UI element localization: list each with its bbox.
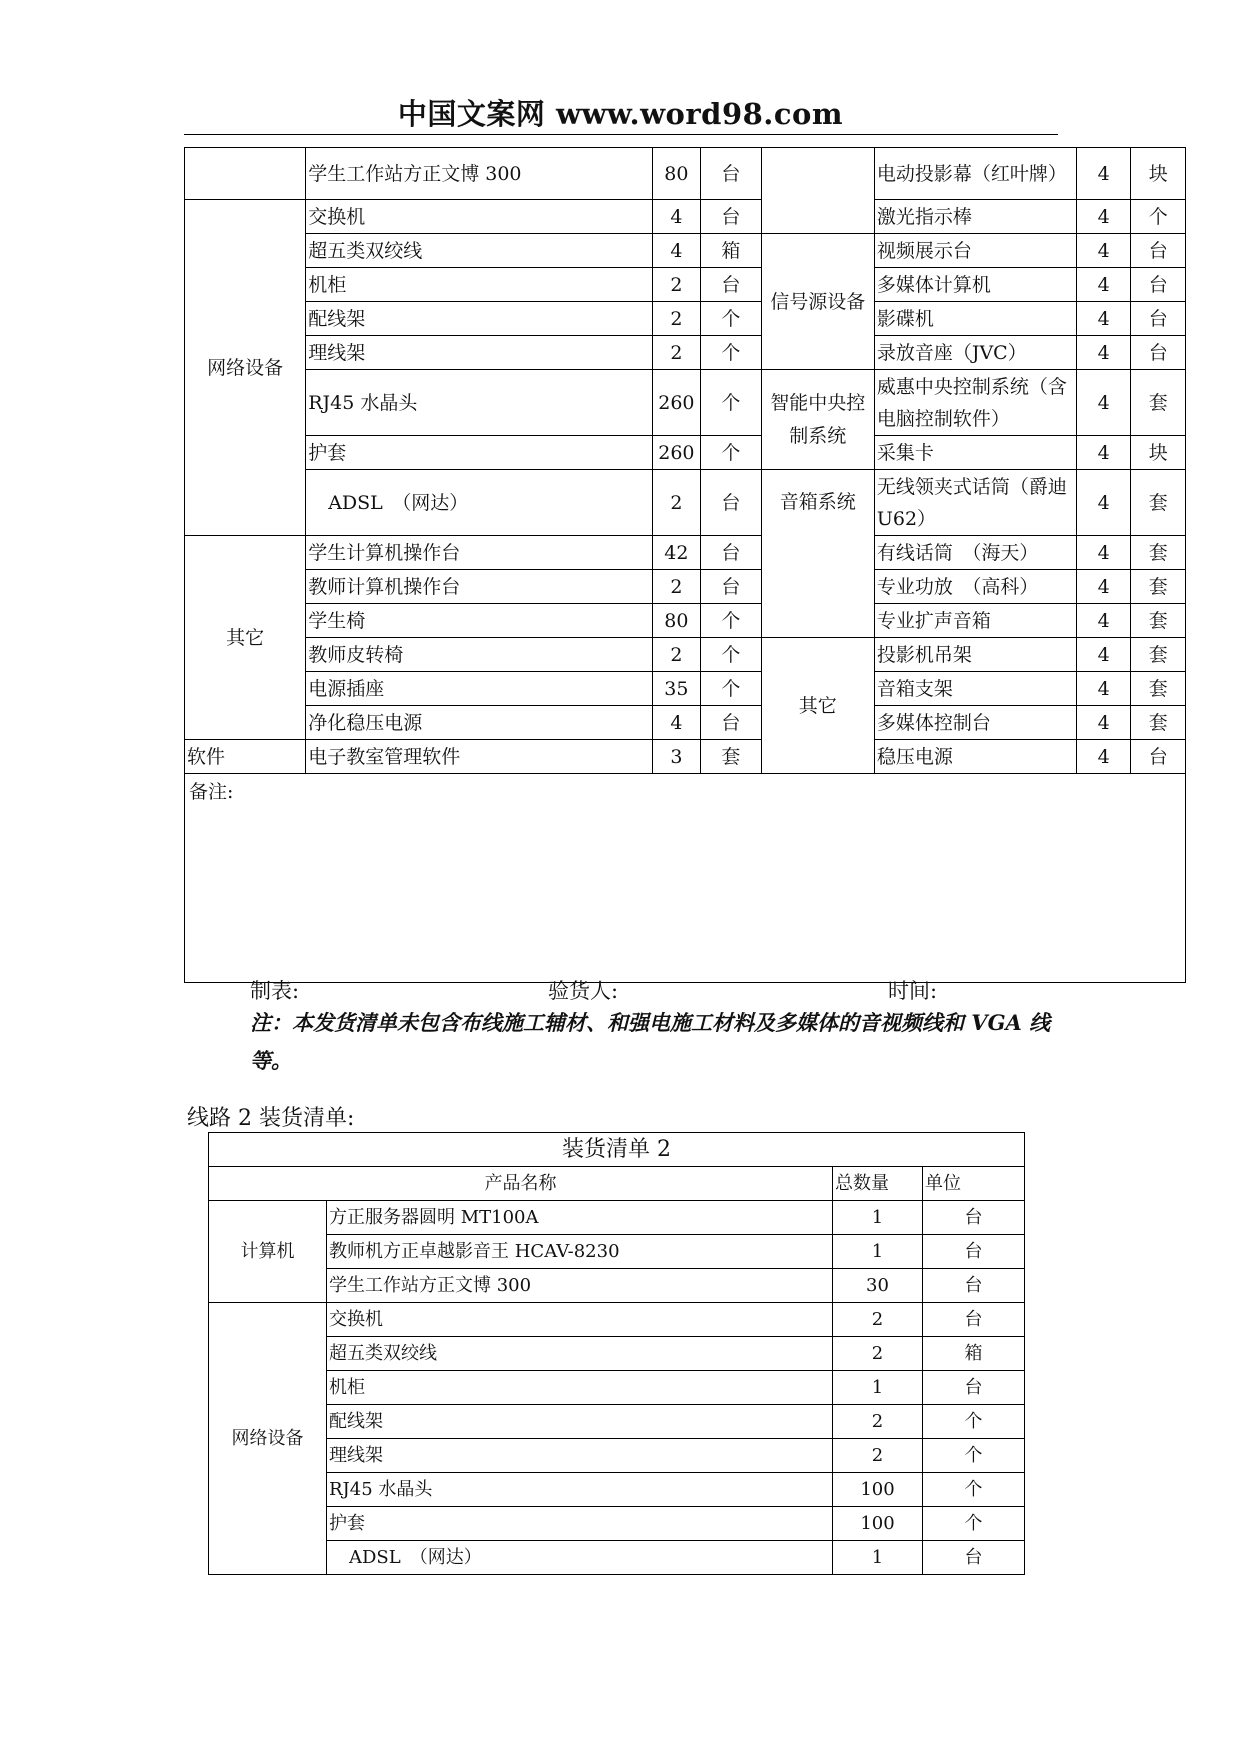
item-unit: 台 xyxy=(701,148,762,200)
item-name: 教师皮转椅 xyxy=(306,638,652,672)
item-unit: 台 xyxy=(1131,336,1186,370)
category-cell xyxy=(185,148,306,200)
item-unit: 台 xyxy=(1131,268,1186,302)
item-qty: 4 xyxy=(652,200,700,234)
item-qty: 1 xyxy=(833,1371,923,1405)
item-unit: 台 xyxy=(923,1269,1025,1303)
item-qty: 4 xyxy=(1076,638,1131,672)
item-unit: 台 xyxy=(923,1303,1025,1337)
item-name: 学生计算机操作台 xyxy=(306,536,652,570)
item-qty: 4 xyxy=(1076,200,1131,234)
signature-time: 时间: xyxy=(888,979,938,1003)
item-unit: 个 xyxy=(701,336,762,370)
warning-note: 注：本发货清单未包含布线施工辅材、和强电施工材料及多媒体的音视频线和 VGA 线等。 xyxy=(250,1010,1051,1073)
category-control: 智能中央控制系统 xyxy=(761,370,874,470)
item-qty: 2 xyxy=(652,470,700,536)
item-name: 电子教室管理软件 xyxy=(306,740,652,774)
item-name: 理线架 xyxy=(327,1439,833,1473)
item-name: 学生工作站方正文博 300 xyxy=(327,1269,833,1303)
item-unit: 个 xyxy=(923,1473,1025,1507)
item-name: 护套 xyxy=(327,1507,833,1541)
item-unit: 台 xyxy=(701,706,762,740)
item-unit: 块 xyxy=(1131,436,1186,470)
item-unit: 套 xyxy=(1131,536,1186,570)
item-qty: 2 xyxy=(833,1337,923,1371)
category-computer: 计算机 xyxy=(209,1201,327,1303)
item-unit: 套 xyxy=(1131,570,1186,604)
item-name: 教师计算机操作台 xyxy=(306,570,652,604)
item-qty: 4 xyxy=(652,234,700,268)
category-other: 其它 xyxy=(185,536,306,740)
item-name: 视频展示台 xyxy=(874,234,1076,268)
header-rule xyxy=(184,134,1058,135)
item-name: 专业功放 （高科） xyxy=(874,570,1076,604)
item-qty: 4 xyxy=(1076,672,1131,706)
item-qty: 35 xyxy=(652,672,700,706)
item-unit: 台 xyxy=(701,268,762,302)
item-qty: 2 xyxy=(833,1439,923,1473)
item-qty: 2 xyxy=(833,1303,923,1337)
item-unit: 个 xyxy=(923,1405,1025,1439)
category-network: 网络设备 xyxy=(185,200,306,536)
notes-cell: 备注: xyxy=(185,774,1186,983)
item-unit: 台 xyxy=(1131,234,1186,268)
item-unit: 个 xyxy=(1131,200,1186,234)
item-name: 配线架 xyxy=(306,302,652,336)
item-unit: 套 xyxy=(1131,604,1186,638)
item-qty: 4 xyxy=(1076,370,1131,436)
item-qty: 4 xyxy=(1076,740,1131,774)
item-qty: 260 xyxy=(652,370,700,436)
item-qty: 4 xyxy=(1076,470,1131,536)
item-unit: 套 xyxy=(1131,638,1186,672)
item-unit: 个 xyxy=(923,1439,1025,1473)
item-name: 净化稳压电源 xyxy=(306,706,652,740)
item-name: RJ45 水晶头 xyxy=(306,370,652,436)
item-name: 录放音座（JVC） xyxy=(874,336,1076,370)
item-qty: 100 xyxy=(833,1507,923,1541)
item-unit: 个 xyxy=(701,672,762,706)
item-qty: 4 xyxy=(1076,536,1131,570)
item-unit: 台 xyxy=(701,470,762,536)
item-unit: 台 xyxy=(1131,302,1186,336)
header-unit: 单位 xyxy=(923,1167,1025,1201)
item-qty: 4 xyxy=(1076,604,1131,638)
item-unit: 套 xyxy=(1131,706,1186,740)
item-name: 理线架 xyxy=(306,336,652,370)
item-name: 交换机 xyxy=(306,200,652,234)
header-name: 产品名称 xyxy=(209,1167,833,1201)
signature-maker: 制表: xyxy=(250,979,300,1003)
item-unit: 套 xyxy=(1131,370,1186,436)
item-qty: 1 xyxy=(833,1235,923,1269)
item-unit: 套 xyxy=(701,740,762,774)
category-network: 网络设备 xyxy=(209,1303,327,1575)
category-speaker: 音箱系统 xyxy=(761,470,874,638)
category-cell xyxy=(761,148,874,234)
item-qty: 4 xyxy=(1076,570,1131,604)
item-name: 护套 xyxy=(306,436,652,470)
item-qty: 2 xyxy=(652,570,700,604)
item-unit: 台 xyxy=(923,1201,1025,1235)
item-name: 电动投影幕（红叶牌） xyxy=(874,148,1076,200)
header-qty: 总数量 xyxy=(833,1167,923,1201)
item-unit: 箱 xyxy=(701,234,762,268)
item-unit: 个 xyxy=(701,638,762,672)
item-unit: 个 xyxy=(701,370,762,436)
item-name: 交换机 xyxy=(327,1303,833,1337)
shipping-list-table-1 xyxy=(184,147,1186,983)
item-name: 专业扩声音箱 xyxy=(874,604,1076,638)
item-name: 多媒体控制台 xyxy=(874,706,1076,740)
item-qty: 80 xyxy=(652,604,700,638)
item-qty: 1 xyxy=(833,1541,923,1575)
item-unit: 块 xyxy=(1131,148,1186,200)
item-qty: 3 xyxy=(652,740,700,774)
category-other-right: 其它 xyxy=(761,638,874,774)
item-qty: 100 xyxy=(833,1473,923,1507)
item-name: 影碟机 xyxy=(874,302,1076,336)
section-subtitle: 线路 2 装货清单: xyxy=(187,1106,355,1131)
item-qty: 30 xyxy=(833,1269,923,1303)
item-unit: 个 xyxy=(923,1507,1025,1541)
item-name: 多媒体计算机 xyxy=(874,268,1076,302)
item-name: ADSL （网达） xyxy=(327,1541,833,1575)
item-name: 教师机方正卓越影音王 HCAV-8230 xyxy=(327,1235,833,1269)
item-name: 机柜 xyxy=(327,1371,833,1405)
item-qty: 2 xyxy=(652,638,700,672)
item-unit: 箱 xyxy=(923,1337,1025,1371)
item-name: 超五类双绞线 xyxy=(327,1337,833,1371)
item-unit: 个 xyxy=(701,604,762,638)
item-unit: 个 xyxy=(701,302,762,336)
shipping-list-table-2 xyxy=(208,1132,1025,1575)
category-software: 软件 xyxy=(185,740,306,774)
signature-inspector: 验货人: xyxy=(548,979,619,1003)
item-qty: 4 xyxy=(1076,336,1131,370)
item-qty: 4 xyxy=(1076,268,1131,302)
item-qty: 4 xyxy=(652,706,700,740)
item-name: 机柜 xyxy=(306,268,652,302)
item-name: 学生椅 xyxy=(306,604,652,638)
item-name: 电源插座 xyxy=(306,672,652,706)
item-qty: 2 xyxy=(833,1405,923,1439)
item-unit: 台 xyxy=(701,200,762,234)
item-name: 音箱支架 xyxy=(874,672,1076,706)
item-qty: 4 xyxy=(1076,148,1131,200)
item-name: 威惠中央控制系统（含电脑控制软件） xyxy=(874,370,1076,436)
item-unit: 台 xyxy=(923,1371,1025,1405)
item-qty: 260 xyxy=(652,436,700,470)
category-signal: 信号源设备 xyxy=(761,234,874,370)
table2-title: 装货清单 2 xyxy=(209,1133,1025,1167)
item-qty: 42 xyxy=(652,536,700,570)
item-qty: 4 xyxy=(1076,234,1131,268)
item-qty: 1 xyxy=(833,1201,923,1235)
item-unit: 台 xyxy=(1131,740,1186,774)
item-name: 投影机吊架 xyxy=(874,638,1076,672)
item-qty: 4 xyxy=(1076,436,1131,470)
page-header: 中国文案网 www.word98.com xyxy=(397,97,844,131)
item-name: 激光指示棒 xyxy=(874,200,1076,234)
item-name: ADSL （网达） xyxy=(306,470,652,536)
item-name: 无线领夹式话筒（爵迪 U62） xyxy=(874,470,1076,536)
item-qty: 4 xyxy=(1076,706,1131,740)
item-unit: 套 xyxy=(1131,672,1186,706)
item-unit: 套 xyxy=(1131,470,1186,536)
item-name: 方正服务器圆明 MT100A xyxy=(327,1201,833,1235)
item-name: 配线架 xyxy=(327,1405,833,1439)
item-name: RJ45 水晶头 xyxy=(327,1473,833,1507)
item-name: 稳压电源 xyxy=(874,740,1076,774)
item-name: 超五类双绞线 xyxy=(306,234,652,268)
item-qty: 2 xyxy=(652,268,700,302)
item-name: 采集卡 xyxy=(874,436,1076,470)
item-qty: 4 xyxy=(1076,302,1131,336)
item-qty: 80 xyxy=(652,148,700,200)
item-unit: 台 xyxy=(923,1235,1025,1269)
item-name: 有线话筒 （海天） xyxy=(874,536,1076,570)
item-unit: 台 xyxy=(701,536,762,570)
item-name: 学生工作站方正文博 300 xyxy=(306,148,652,200)
item-unit: 台 xyxy=(923,1541,1025,1575)
item-unit: 个 xyxy=(701,436,762,470)
item-qty: 2 xyxy=(652,336,700,370)
item-unit: 台 xyxy=(701,570,762,604)
item-qty: 2 xyxy=(652,302,700,336)
